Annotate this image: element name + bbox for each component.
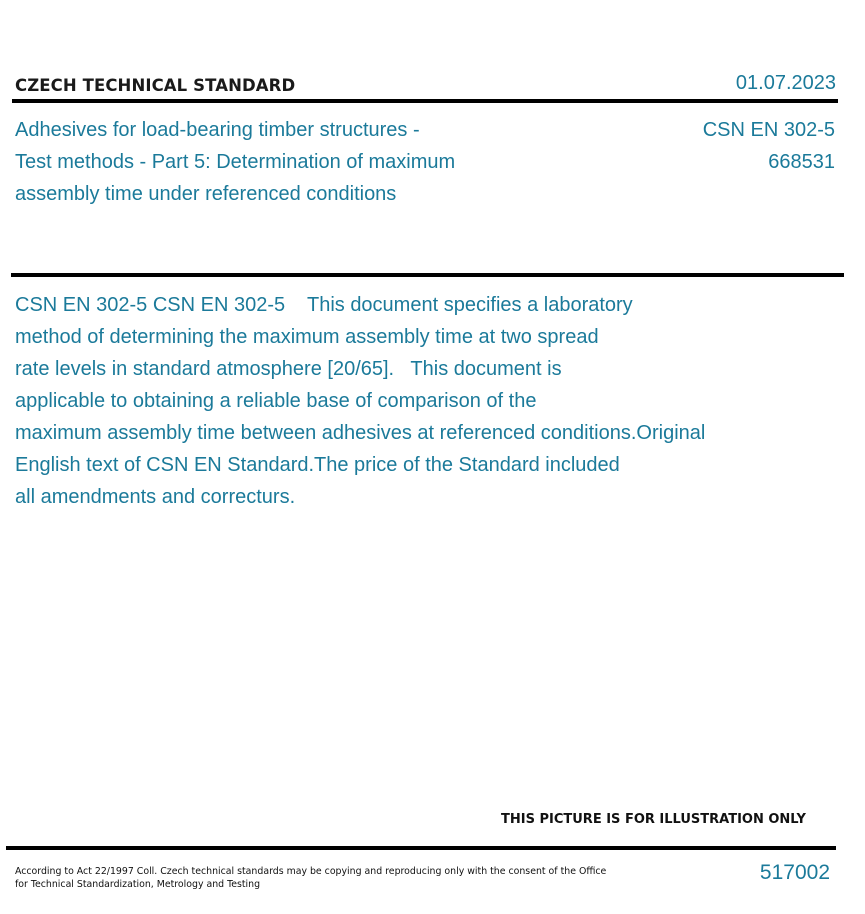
standard-identifiers [703,114,835,178]
title-line: Adhesives for load-bearing timber structures - [15,119,420,141]
abstract-line: English text of CSN EN Standard.The price of the Standard included [15,454,620,476]
title-line: assembly time under referenced conditions [15,183,397,205]
abstract-line: maximum assembly time between adhesives at referenced conditions.Original [15,422,706,444]
footer-divider [6,846,836,850]
legal-line: for Technical Standardization, Metrology and Testing [15,879,261,890]
abstract-line: method of determining the maximum assembly time at two spread [15,326,599,348]
document-type-label: CZECH TECHNICAL STANDARD [15,76,296,95]
standard-title [15,114,575,210]
header-divider [12,99,838,103]
illustration-disclaimer: THIS PICTURE IS FOR ILLUSTRATION ONLY [501,812,806,827]
title-line: Test methods - Part 5: Determination of maximum [15,151,456,173]
publication-date: 01.07.2023 [735,72,836,94]
title-divider [11,273,844,277]
footer-code: 517002 [759,861,830,884]
standard-number: 668531 [768,151,835,173]
abstract-line: applicable to obtaining a reliable base of comparison of the [15,390,537,412]
abstract-line: rate levels in standard atmosphere [20/65]. This document is [15,358,562,380]
legal-notice [15,865,615,891]
abstract-text [15,289,835,513]
abstract-line: all amendments and correcturs. [15,486,296,508]
abstract-line: CSN EN 302-5 CSN EN 302-5 This document specifies a laboratory [15,294,633,316]
standard-code: CSN EN 302-5 [702,119,835,141]
legal-line: According to Act 22/1997 Coll. Czech technical standards may be copying and reproducing only with the consent of the Office [15,866,607,877]
